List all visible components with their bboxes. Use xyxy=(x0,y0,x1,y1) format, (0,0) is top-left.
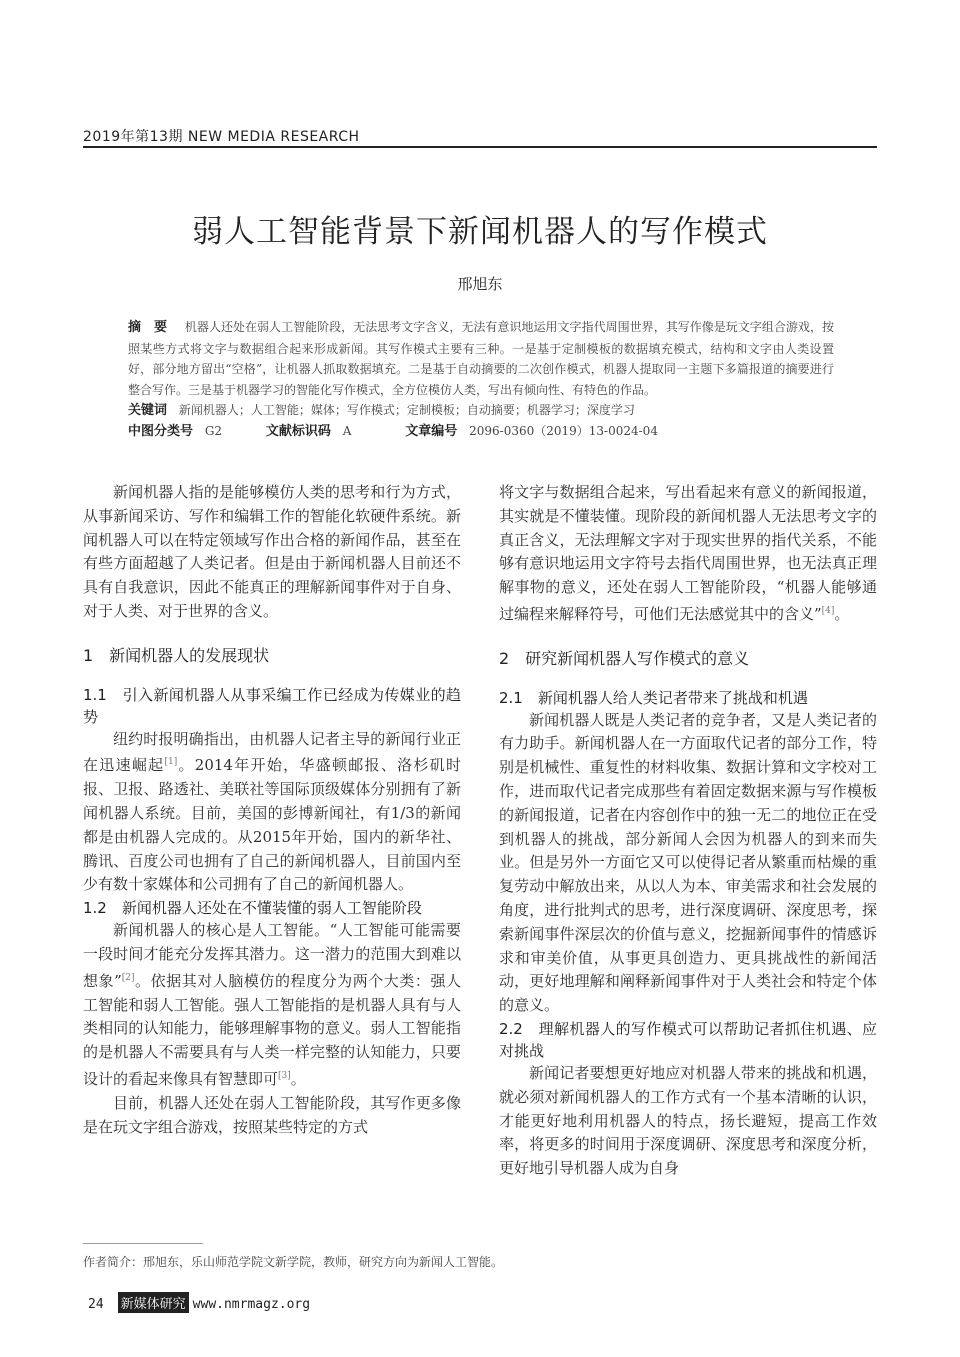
intro-paragraph: 新闻机器人指的是能够模仿人类的思考和行为方式，从事新闻采访、写作和编辑工作的智能化软硬件系统。新闻机器人可以在特定领域写作出合格的新闻作品，甚至在有些方面超越了人类记者。但是由于新闻机器人目前还不具有自我意识，因此不能真正的理解新闻事件对于自身、对于人类、对于世界的含义。 xyxy=(83,483,461,620)
abstract-paragraph xyxy=(128,317,834,400)
section-2-heading: 2 研究新闻机器人写作模式的意义 xyxy=(499,648,750,668)
clc-value: G2 xyxy=(204,424,223,438)
s1-1-text-b: 。2014年开始，华盛顿邮报、洛杉矶时报、卫报、路透社、美联社等国际顶级媒体分别拥有了新闻机器人系统。目前，美国的彭博新闻社，有1/3的新闻都是由机器人完成的。从2015年开始，国内的新华社、腾讯、百度公司也拥有了自己的新闻机器人，目前国内至少有数十家媒体和公司拥有了自己的新闻机器人。 xyxy=(83,756,461,894)
s1-2-text-a: 新闻机器人的核心是人工智能。“人工智能可能需要一段时间才能充分发挥其潜力。这一潜力的范围大到难以想象” xyxy=(83,921,461,990)
ref-2: [2] xyxy=(121,972,135,983)
ref-3: [3] xyxy=(278,1070,291,1081)
s1-2-text-c: 。 xyxy=(290,1069,306,1088)
abstract-text: 机器人还处在弱人工智能阶段，无法思考文字含义，无法有意识地运用文字指代周围世界，其写作像是玩文字组合游戏，按照某些方式将文字与数据组合起来形成新闻。其写作模式主要有三种。一是基于定制模板的数据填充模式，结构和文字由人类设置好，部分地方留出“空格”，让机器人抓取数据填充。二是基于自动摘要的二次创作模式，机器人提取同一主题下多篇报道的摘要进行整合写作。三是基于机器学习的智能化写作模式，全方位模仿人类，写出有倾向性、有特色的作品。 xyxy=(128,320,834,397)
section-1-1-heading: 1.1 引入新闻机器人从事采编工作已经成为传媒业的趋势 xyxy=(83,685,461,726)
clc-label: 中图分类号 xyxy=(128,424,194,439)
running-head: 2019年第13期 NEW MEDIA RESEARCH xyxy=(83,129,360,145)
article-author: 邢旭东 xyxy=(457,275,503,293)
header-rule xyxy=(83,146,877,148)
doc-code-value: A xyxy=(342,424,352,438)
section-1-1-paragraph xyxy=(83,728,461,898)
journal-name-badge: 新媒体研究 xyxy=(118,1292,189,1313)
classification-row xyxy=(128,421,834,442)
section-1-2-heading: 1.2 新闻机器人还处在不懂装懂的弱人工智能阶段 xyxy=(83,899,422,918)
cont-text-b: 。 xyxy=(834,604,850,623)
article-no-label: 文章编号 xyxy=(405,424,458,439)
keywords-text: 新闻机器人；人工智能；媒体；写作模式；定制模板；自动摘要；机器学习；深度学习 xyxy=(178,403,635,417)
section-1-heading: 1 新闻机器人的发展现状 xyxy=(83,645,270,665)
s1-1-text-a: 纽约时报明确指出，由机器人记者主导的新闻行业正在迅速崛起 xyxy=(83,729,461,775)
doc-code-label: 文献标识码 xyxy=(265,424,331,439)
cont-text-a: 将文字与数据组合起来，写出看起来有意义的新闻报道，其实就是不懂装懂。现阶段的新闻机器人无法思考文字的真正含义，无法理解文字对于现实世界的指代关系，不能够有意识地运用文字符号去指代周围世界，也无法真正理解事物的意义，还处在弱人工智能阶段，“机器人能够通过编程来解释符号，可他们无法感觉其中的含义” xyxy=(499,483,877,623)
s1-2-text-b: 。依据其对人脑模仿的程度分为两个大类：强人工智能和弱人工智能。强人工智能指的是机器人具有与人类相同的认知能力，能够理解事物的意义。弱人工智能指的是机器人不需要具有与人类一样完整的认知能力，只要设计的看起来像具有智慧即可 xyxy=(83,971,461,1088)
section-2-2-heading: 2.2 理解机器人的写作模式可以帮助记者抓住机遇、应对挑战 xyxy=(499,1019,877,1060)
left-column xyxy=(83,481,461,1139)
section-2-1-heading: 2.1 新闻机器人给人类记者带来了挑战和机遇 xyxy=(499,688,808,707)
ref-1: [1] xyxy=(164,757,178,768)
article-title: 弱人工智能背景下新闻机器人的写作模式 xyxy=(192,214,768,250)
article-no-value: 2096-0360（2019）13-0024-04 xyxy=(469,424,658,438)
section-2-1-paragraph: 新闻机器人既是人类记者的竞争者，又是人类记者的有力助手。新闻机器人在一方面取代记者的部分工作，特别是机械性、重复性的材料收集、数据计算和文字校对工作，进而取代记者完成那些有着固定数据来源与写作模板的新闻报道，记者在内容创作中的独一无二的地位正在受到机器人的挑战，部分新闻人会因为机器人的到来而失业。但是另外一方面它又可以使得记者从繁重而枯燥的重复劳动中解放出来，从以人为本、审美需求和社会发展的角度，进行批判式的思考，进行深度调研、深度思考，探索新闻事件深层次的价值与意义，挖掘新闻事件的情感诉求和审美价值，从事更具创造力、更具挑战性的新闻活动，更好地理解和阐释新闻事件对于人类社会和特定个体的意义。 xyxy=(499,710,877,1015)
section-2-2-paragraph: 新闻记者要想更好地应对机器人带来的挑战和机遇，就必须对新闻机器人的工作方式有一个基本清晰的认识，才能更好地利用机器人的特点，扬长避短，提高工作效率，将更多的时间用于深度调研、深度思考和深度分析，更好地引导机器人成为自身 xyxy=(499,1063,877,1178)
page-number: 24 xyxy=(88,1297,104,1312)
keywords-row xyxy=(128,400,834,421)
author-footnote: 作者简介：邢旭东，乐山师范学院文新学院，教师，研究方向为新闻人工智能。 xyxy=(83,1255,504,1269)
keywords-label: 关键词 xyxy=(128,403,168,418)
page-footer xyxy=(88,1292,310,1313)
section-1-2-paragraph-1 xyxy=(83,919,461,1092)
section-1-2-paragraph-2: 目前，机器人还处在弱人工智能阶段，其写作更多像是在玩文字组合游戏，按照某些特定的方式 xyxy=(83,1093,461,1136)
abstract-label: 摘 要 xyxy=(128,320,168,335)
abstract-block xyxy=(128,317,834,442)
footnote-rule xyxy=(83,1243,203,1244)
continued-paragraph xyxy=(499,481,877,627)
journal-url: www.nmrmagz.org xyxy=(192,1297,311,1312)
right-column xyxy=(499,481,877,1181)
ref-4: [4] xyxy=(821,605,835,616)
